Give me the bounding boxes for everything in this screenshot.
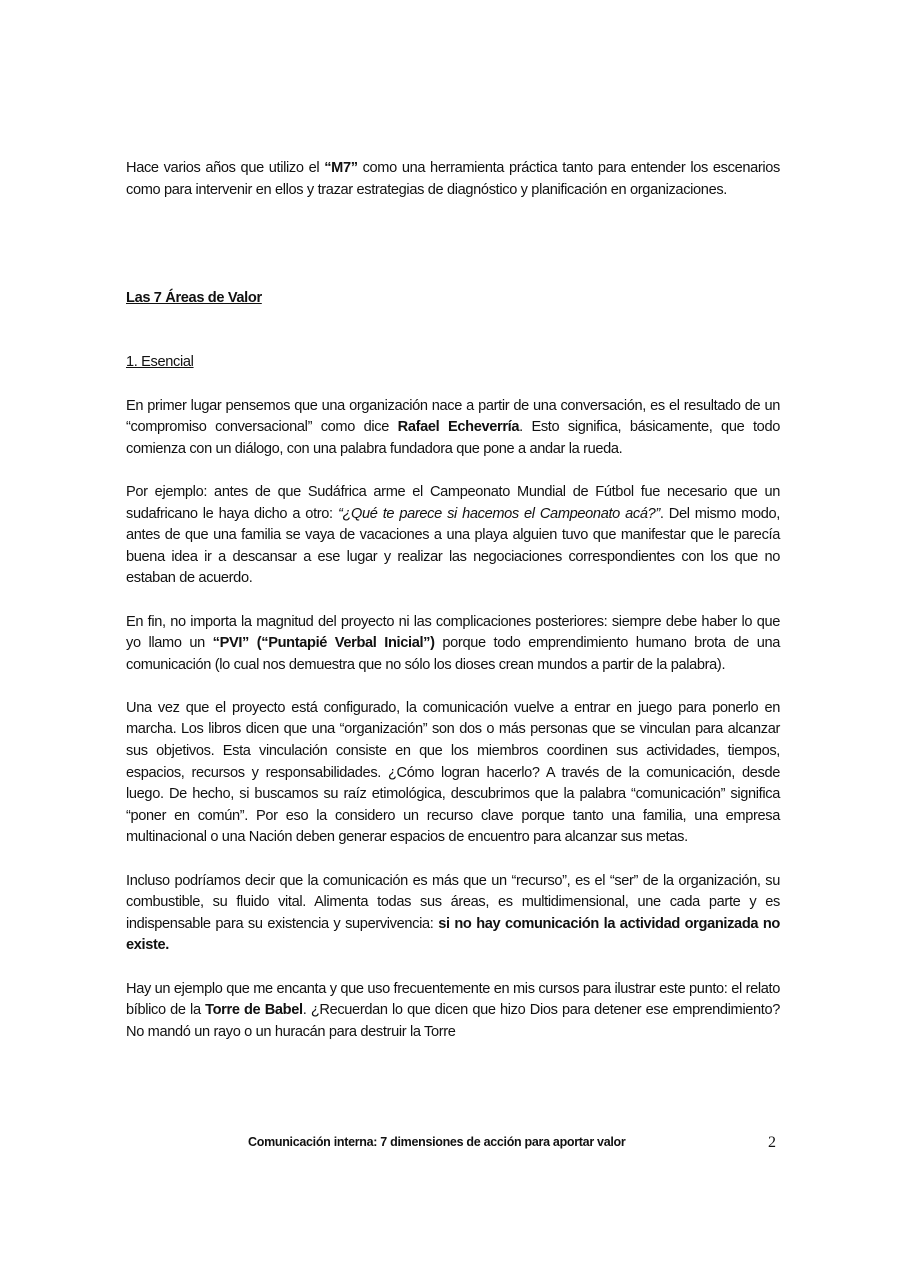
paragraph-3 — [126, 612, 780, 677]
page-footer — [0, 1135, 905, 1155]
spacer — [126, 201, 780, 266]
text-run: como una herramienta práctica tanto para entender los escenarios como para intervenir en ellos y trazar estrategias de diagnóstico y planificación en organizaciones. — [126, 160, 780, 198]
bold-term-m7: “M7” — [324, 160, 358, 176]
page-number: 2 — [768, 1134, 776, 1151]
intro-paragraph — [126, 158, 780, 201]
text-run: . ¿Recuerdan lo que dicen que hizo Dios para detener ese emprendimiento? No mandó un rayo o un huracán para destruir la Torre — [126, 1002, 781, 1040]
spacer — [126, 676, 780, 698]
spacer — [126, 266, 780, 288]
text-run: En primer lugar pensemos que una organización nace a partir de una conversación, es el resultado de un “compromiso conversacional” como dice — [126, 397, 780, 436]
text-run: En fin, no importa la magnitud del proyecto ni las complicaciones posteriores: siempre debe haber lo que yo llamo un — [126, 613, 780, 652]
paragraph-4 — [126, 698, 780, 849]
paragraph-2 — [126, 482, 780, 590]
page-body — [126, 158, 780, 1043]
subsection-heading: 1. Esencial — [126, 354, 194, 371]
bold-conclusion: si no hay comunicación la actividad organizada no existe. — [126, 915, 780, 954]
bold-term-babel: Torre de Babel — [205, 1002, 303, 1019]
footer-title: Comunicación interna: 7 dimensiones de acción para aportar valor — [248, 1135, 626, 1149]
text-run: . Del mismo modo, antes de que una familia se vaya de vacaciones a una playa alguien tuvo que manifestar que le parecía buena idea ir a descansar a ese lugar y realizar las negociaciones correspondientes con los que no estaban de acuerdo. — [126, 505, 780, 587]
spacer — [126, 849, 780, 871]
text-run: Por ejemplo: antes de que Sudáfrica arme el Campeonato Mundial de Fútbol fue necesario que un sudafricano le haya dicho a otro: — [126, 483, 780, 522]
spacer — [126, 460, 780, 482]
paragraph-5 — [126, 871, 780, 957]
text-run: Incluso podríamos decir que la comunicación es más que un “recurso”, es el “ser” de la organización, su combustible, su fluido vital. Alimenta todas sus áreas, es multidimensional, une cada parte y es indispensable para su existencia y supervivencia: — [126, 872, 780, 932]
text-run: Hace varios años que utilizo el — [126, 160, 325, 176]
text-run: Una vez que el proyecto está configurado, la comunicación vuelve a entrar en juego para ponerlo en marcha. Los libros dicen que una “organización” son dos o más personas que se vinculan para alcanzar sus objetivos. Esta vinculación consiste en que los miembros coordinen sus actividades, tiempos, espacios, recursos y responsabilidades. ¿Cómo logran hacerlo? A través de la comunicación, desde luego. De hecho, si buscamos su raíz etimológica, descubrimos que la palabra “comunicación” significa “poner en común”. Por eso la considero un recurso clave porque tanto una familia, una empresa multinacional o una Nación deben generar espacios de encuentro para alcanzar sus metas. — [126, 699, 780, 846]
text-run: . Esto significa, básicamente, que todo comienza con un diálogo, con una palabra fundadora que pone a andar la rueda. — [126, 419, 780, 457]
spacer — [126, 590, 780, 612]
section-heading: Las 7 Áreas de Valor — [126, 289, 262, 306]
spacer — [126, 374, 780, 396]
bold-author-name: Rafael Echeverría — [397, 419, 520, 436]
spacer — [126, 957, 780, 979]
italic-quote: “¿Qué te parece si hacemos el Campeonato acá?” — [337, 505, 660, 522]
spacer — [126, 309, 780, 352]
bold-term-pvi: “PVI” (“Puntapié Verbal Inicial”) — [212, 635, 435, 652]
paragraph-6 — [126, 979, 780, 1044]
paragraph-1 — [126, 396, 780, 461]
text-run: porque todo emprendimiento humano brota de una comunicación (lo cual nos demuestra que no sólo los dioses crean mundos a partir de la palabra). — [126, 635, 780, 673]
text-run: Hay un ejemplo que me encanta y que uso frecuentemente en mis cursos para ilustrar este punto: el relato bíblico de la — [126, 980, 780, 1019]
